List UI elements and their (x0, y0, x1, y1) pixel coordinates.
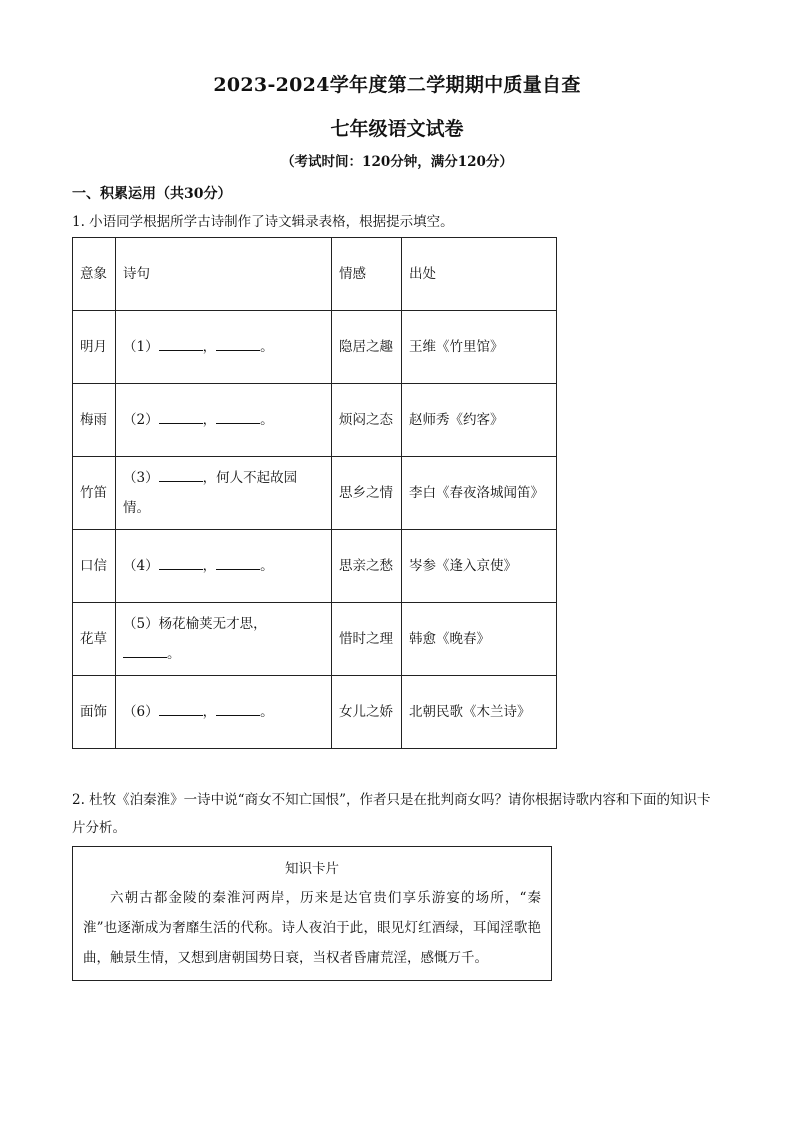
emotion-cell: 惜时之理 (332, 603, 402, 676)
verse-suffix: 。 (260, 558, 274, 574)
verse-cell (116, 676, 332, 749)
answer-blank[interactable] (123, 643, 167, 658)
verse-prefix: （6） (123, 704, 159, 720)
imagery-cell: 口信 (73, 530, 116, 603)
header-imagery: 意象 (73, 238, 116, 311)
answer-blank[interactable] (216, 409, 260, 424)
answer-blank[interactable] (159, 409, 203, 424)
imagery-cell: 面饰 (73, 676, 116, 749)
poem-table (72, 237, 557, 749)
source-cell: 韩愈《晚春》 (402, 603, 557, 676)
header-verse: 诗句 (116, 238, 332, 311)
answer-blank[interactable] (159, 701, 203, 716)
verse-separator: ， (202, 704, 217, 720)
exam-subtitle: 七年级语文试卷 (330, 118, 464, 140)
answer-blank[interactable] (159, 336, 203, 351)
verse-prefix: （1） (123, 339, 159, 355)
table-header-row (73, 238, 557, 311)
verse-cell (116, 384, 332, 457)
imagery-cell: 花草 (73, 603, 116, 676)
section-heading: 一、积累运用（共30分） (72, 186, 232, 202)
question-2-prompt: 2. 杜牧《泊秦淮》一诗中说“商女不知亡国恨”，作者只是在批判商女吗？请你根据诗歌内容和下面的知识卡片分析。 (72, 792, 711, 836)
verse-suffix: 。 (260, 412, 274, 428)
answer-blank[interactable] (159, 555, 203, 570)
header-source: 出处 (402, 238, 557, 311)
verse-cell (116, 311, 332, 384)
table-row (73, 676, 557, 749)
source-cell: 李白《春夜洛城闻笛》 (402, 457, 557, 530)
imagery-cell: 竹笛 (73, 457, 116, 530)
verse-suffix: 。 (260, 704, 274, 720)
source-cell: 王维《竹里馆》 (402, 311, 557, 384)
exam-info: （考试时间：120分钟，满分120分） (281, 154, 513, 170)
answer-blank[interactable] (159, 467, 203, 482)
table-row (73, 530, 557, 603)
verse-cell (116, 530, 332, 603)
answer-blank[interactable] (216, 336, 260, 351)
knowledge-card-title: 知识卡片 (285, 861, 339, 877)
header-emotion: 情感 (332, 238, 402, 311)
verse-prefix: （5）杨花榆荚无才思， (123, 616, 267, 632)
answer-blank[interactable] (216, 555, 260, 570)
verse-prefix: （4） (123, 558, 159, 574)
source-cell: 岑参《逢入京使》 (402, 530, 557, 603)
table-row (73, 311, 557, 384)
verse-separator: ， (202, 339, 217, 355)
source-cell: 北朝民歌《木兰诗》 (402, 676, 557, 749)
verse-suffix: 。 (167, 646, 181, 662)
emotion-cell: 烦闷之态 (332, 384, 402, 457)
question-1-prompt: 1. 小语同学根据所学古诗制作了诗文辑录表格，根据提示填空。 (72, 214, 454, 230)
emotion-cell: 思亲之愁 (332, 530, 402, 603)
answer-blank[interactable] (216, 701, 260, 716)
verse-separator: ， (202, 558, 217, 574)
verse-prefix: （2） (123, 412, 159, 428)
exam-title: 2023-2024学年度第二学期期中质量自查 (213, 74, 581, 96)
imagery-cell: 明月 (73, 311, 116, 384)
table-row (73, 603, 557, 676)
imagery-cell: 梅雨 (73, 384, 116, 457)
table-row (73, 384, 557, 457)
emotion-cell: 思乡之情 (332, 457, 402, 530)
verse-prefix: （3） (123, 470, 159, 486)
emotion-cell: 女儿之娇 (332, 676, 402, 749)
knowledge-card (72, 846, 552, 981)
verse-cell (116, 457, 332, 530)
verse-separator: ， (202, 412, 217, 428)
knowledge-card-body: 六朝古都金陵的秦淮河两岸，历来是达官贵们享乐游宴的场所，“秦淮”也逐渐成为奢靡生活的代称。诗人夜泊于此，眼见灯红酒绿，耳闻淫歌艳曲，触景生情，又想到唐朝国势日衰，当权者昏庸荒淫，感慨万千。 (83, 890, 541, 966)
verse-cell (116, 603, 332, 676)
verse-suffix: ，何人不起故园情。 (123, 470, 298, 516)
table-row (73, 457, 557, 530)
verse-suffix: 。 (260, 339, 274, 355)
source-cell: 赵师秀《约客》 (402, 384, 557, 457)
emotion-cell: 隐居之趣 (332, 311, 402, 384)
